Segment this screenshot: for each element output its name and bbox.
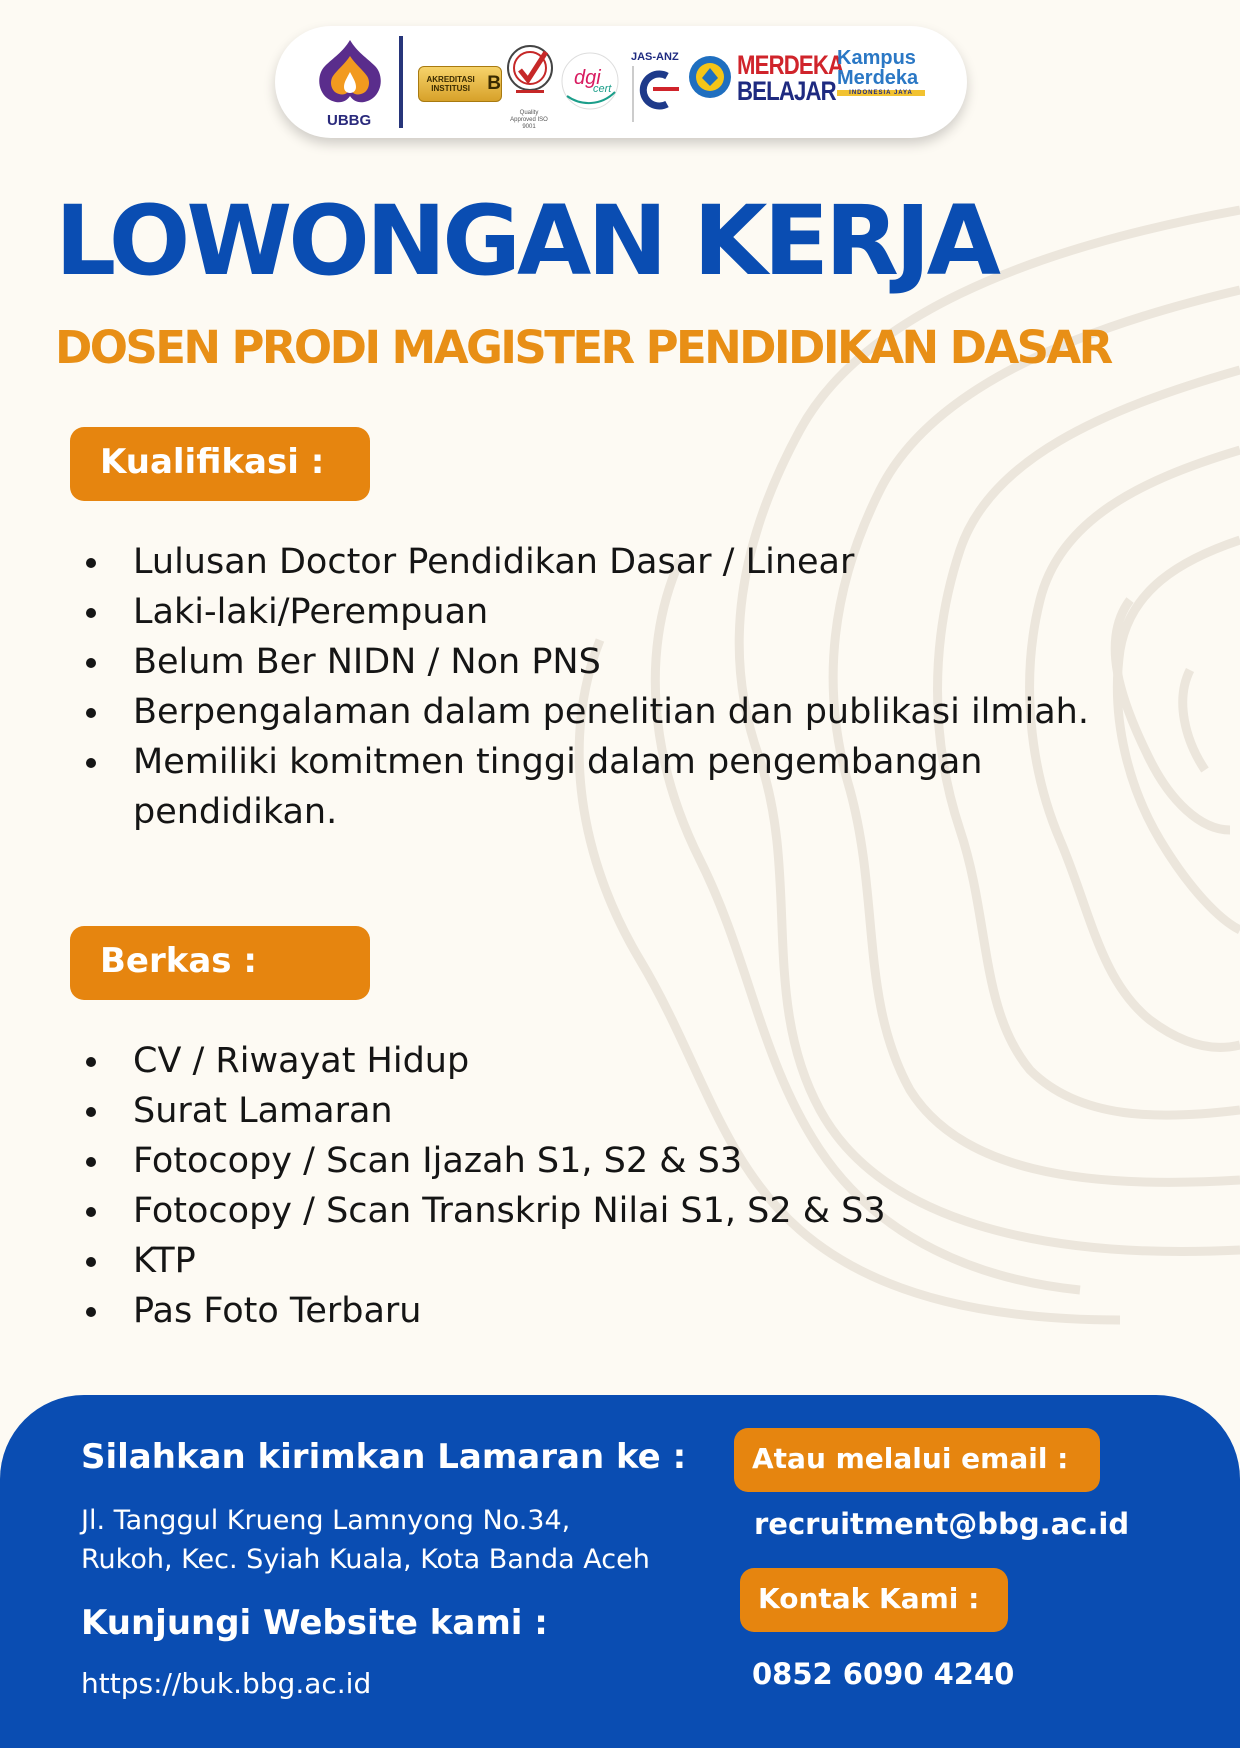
list-item: Fotocopy / Scan Transkrip Nilai S1, S2 & S3 (80, 1186, 1110, 1236)
list-item: Belum Ber NIDN / Non PNS (80, 637, 1110, 687)
list-item: Surat Lamaran (80, 1086, 1110, 1136)
kampus-tagline: INDONESIA JAYA (837, 90, 925, 96)
akreditasi-label: AKREDITASI INSTITUSI (426, 75, 475, 93)
contact-label: Kontak Kami : (740, 1568, 1008, 1632)
list-item: Lulusan Doctor Pendidikan Dasar / Linear (80, 537, 1110, 587)
page-title: LOWONGAN KERJA (55, 185, 997, 297)
list-item: Memiliki komitmen tinggi dalam pengembangan pendidikan. (80, 737, 1110, 837)
address (81, 1501, 650, 1579)
kualifikasi-list (80, 537, 1110, 837)
phone-number[interactable]: 0852 6090 4240 (752, 1657, 1015, 1691)
logo-bar (275, 26, 967, 138)
kampus-merdeka-logo (837, 48, 937, 96)
address-line-2: Rukoh, Kec. Syiah Kuala, Kota Banda Aceh (81, 1544, 650, 1575)
email-label: Atau melalui email : (734, 1428, 1100, 1492)
list-item: CV / Riwayat Hidup (80, 1036, 1110, 1086)
logo-divider (399, 36, 403, 128)
dgi-cert-icon (557, 48, 623, 114)
kualifikasi-label: Kualifikasi : (70, 427, 370, 501)
kemendikbud-icon (687, 54, 733, 100)
berkas-label: Berkas : (70, 926, 370, 1000)
svg-text:dgi: dgi (574, 67, 601, 89)
list-item: KTP (80, 1236, 1110, 1286)
akreditasi-badge (418, 66, 502, 102)
akreditasi-grade: B (487, 73, 501, 94)
berkas-list (80, 1036, 1110, 1336)
merdeka-kampus-text: Merdeka (837, 67, 919, 89)
send-application-heading: Silahkan kirimkan Lamaran ke : (81, 1437, 687, 1477)
footer-panel (0, 1395, 1240, 1748)
website-link[interactable]: https://buk.bbg.ac.id (81, 1667, 372, 1700)
page-subtitle: DOSEN PRODI MAGISTER PENDIDIKAN DASAR (55, 321, 1111, 374)
svg-text:JAS-ANZ: JAS-ANZ (631, 51, 679, 63)
list-item: Pas Foto Terbaru (80, 1286, 1110, 1336)
email-link[interactable]: recruitment@bbg.ac.id (754, 1507, 1130, 1541)
address-line-1: Jl. Tanggul Krueng Lamnyong No.34, (81, 1505, 571, 1536)
iso-quality-icon (502, 40, 558, 120)
list-item: Berpengalaman dalam penelitian dan publikasi ilmiah. (80, 687, 1110, 737)
iso-label: Quality Approved ISO 9001 (510, 110, 548, 130)
visit-website-heading: Kunjungi Website kami : (81, 1603, 548, 1643)
merdeka-text: MERDEKA (737, 50, 844, 80)
list-item: Fotocopy / Scan Ijazah S1, S2 & S3 (80, 1136, 1110, 1186)
jas-anz-icon (627, 46, 683, 128)
ubbg-label: UBBG (327, 112, 372, 129)
list-item: Laki-laki/Perempuan (80, 587, 1110, 637)
kampus-text: Kampus (837, 47, 916, 69)
belajar-text: BELAJAR (737, 76, 836, 106)
svg-text:cert: cert (593, 83, 612, 95)
